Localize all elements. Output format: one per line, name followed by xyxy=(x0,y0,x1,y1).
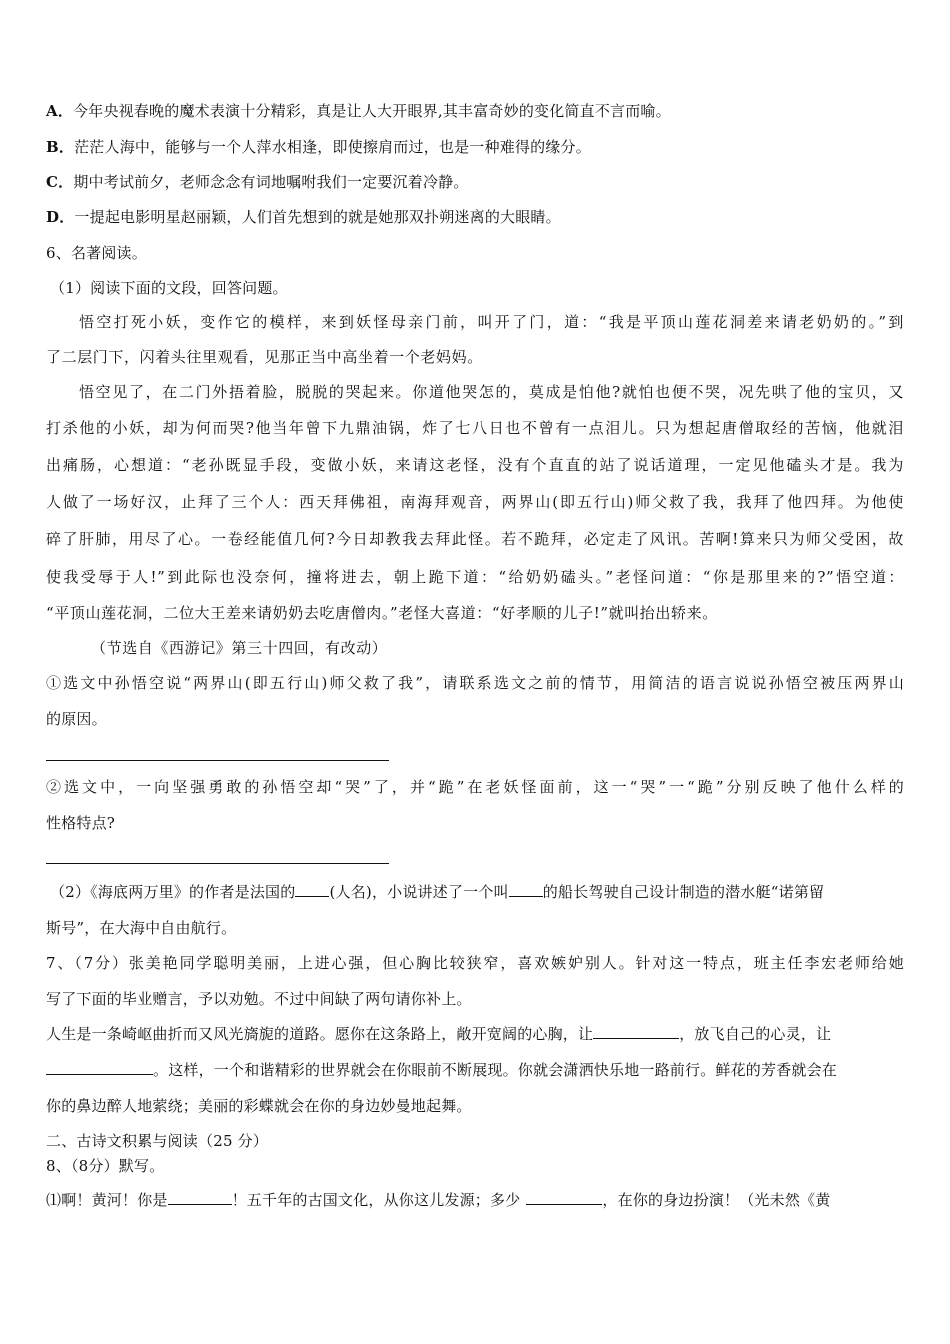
q7-line1: 7、（7分）张美艳同学聪明美丽，上进心强，但心胸比较狭窄，喜欢嫉妒别人。针对这一特点，班主任李宏老师给她 xyxy=(46,954,904,972)
q7-line4 xyxy=(46,1059,904,1080)
section2-title: 二、古诗文积累与阅读（25 分） xyxy=(46,1132,269,1150)
q6-part2-line1 xyxy=(50,881,904,902)
captain-blank[interactable] xyxy=(509,881,543,897)
q7-blank-1[interactable] xyxy=(593,1023,679,1039)
q8-line1 xyxy=(46,1189,904,1210)
option-a-text: 今年央视春晚的魔术表演十分精彩，真是让人大开眼界,其丰富奇妙的变化简直不言而喻。 xyxy=(73,102,671,120)
q6-part2-text-a: （2）《海底两万里》的作者是法国的 xyxy=(50,883,296,901)
q7-line5: 你的鼻边醉人地萦绕；美丽的彩蝶就会在你的身边妙曼地起舞。 xyxy=(46,1097,472,1115)
q6-part2-line2: 斯号”，在大海中自由航行。 xyxy=(46,919,237,937)
q8-blank-1[interactable] xyxy=(168,1189,232,1205)
q6-sub1-line2: 的原因。 xyxy=(46,710,107,728)
q8-blank-2[interactable] xyxy=(526,1189,602,1205)
q6-sub2-answer-line[interactable] xyxy=(46,863,389,864)
option-d-text: 一提起电影明星赵丽颖，人们首先想到的就是她那双扑朔迷离的大眼睛。 xyxy=(74,208,561,226)
passage-line-6: 人做了一场好汉，止拜了三个人：西天拜佛祖，南海拜观音，两界山(即五行山)师父救了我，我拜了他四拜。为他使 xyxy=(46,493,904,511)
option-c-label: C． xyxy=(46,173,74,191)
option-c xyxy=(46,172,904,192)
passage-line-5: 出痛肠，心想道：“老孙既显手段，变做小妖，来请这老怪，没有个直直的站了说话道理，一定见他磕头才是。我为 xyxy=(46,456,904,474)
q6-sub1-line1: ①选文中孙悟空说“两界山(即五行山)师父救了我”，请联系选文之前的情节，用简洁的语言说说孙悟空被压两界山 xyxy=(46,674,904,692)
q6-part1-intro: （1）阅读下面的文段，回答问题。 xyxy=(50,279,288,297)
passage-line-3: 悟空见了，在二门外捂着脸，脱脱的哭起来。你道他哭怎的，莫成是怕他?就怕也便不哭，况先哄了他的宝贝，又 xyxy=(79,383,904,401)
passage-line-4: 打杀他的小妖，却为何而哭?他当年曾下九鼎油锅，炸了七八日也不曾有一点泪儿。只为想起唐僧取经的苦恼，他就泪 xyxy=(46,419,904,437)
option-b-label: B． xyxy=(46,138,75,156)
author-blank[interactable] xyxy=(295,881,329,897)
q8-title: 8、（8分）默写。 xyxy=(46,1157,165,1175)
passage-line-9: “平顶山莲花洞，二位大王差来请奶奶去吃唐僧肉。”老怪大喜道：“好孝顺的儿子!”就叫抬出轿来。 xyxy=(46,604,718,622)
q7-line3-text-b: ，放飞自己的心灵，让 xyxy=(679,1025,832,1043)
option-b xyxy=(46,137,904,157)
option-a xyxy=(46,101,904,121)
q6-sub2-line2: 性格特点? xyxy=(46,814,116,832)
q6-part2-text-b: (人名)，小说讲述了一个叫 xyxy=(329,883,509,901)
passage-line-7: 碎了肝肺，用尽了心。一卷经能值几何?今日却教我去拜此怪。若不跪拜，必定走了风讯。苦啊!算来只为师父受困，故 xyxy=(46,530,904,548)
passage-line-8: 使我受辱于人!”到此际也没奈何，撞将进去，朝上跪下道：“给奶奶磕头。”老怪问道：“你是那里来的?”悟空道： xyxy=(46,568,904,586)
q6-sub2-line1: ②选文中，一向坚强勇敢的孙悟空却“哭”了，并“跪”在老妖怪面前，这一“哭”一“跪”分别反映了他什么样的 xyxy=(46,778,904,796)
passage-source: （节选自《西游记》第三十四回，有改动） xyxy=(91,639,388,657)
q7-line3 xyxy=(46,1023,904,1044)
q6-sub1-answer-line[interactable] xyxy=(46,760,389,761)
q7-line2: 写了下面的毕业赠言，予以劝勉。不过中间缺了两句请你补上。 xyxy=(46,990,472,1008)
option-b-text: 茫茫人海中，能够与一个人萍水相逢，即使擦肩而过，也是一种难得的缘分。 xyxy=(74,138,591,156)
option-a-label: A． xyxy=(46,102,74,120)
q8-text-c: ，在你的身边扮演！（光未然《黄 xyxy=(602,1191,831,1209)
q8-text-b: ！五千年的古国文化，从你这儿发源；多少 xyxy=(231,1191,521,1209)
q7-blank-2[interactable] xyxy=(46,1059,153,1075)
passage-line-1: 悟空打死小妖，变作它的模样，来到妖怪母亲门前，叫开了门，道：“我是平顶山莲花洞差来请老奶奶的。”到 xyxy=(79,313,904,331)
option-d xyxy=(46,207,904,227)
passage-line-2: 了二层门下，闪着头往里观看，见那正当中高坐着一个老妈妈。 xyxy=(46,348,483,366)
q6-part2-text-c: 的船长驾驶自己设计制造的潜水艇“诺第留 xyxy=(542,883,825,901)
q7-line4-text: 。这样，一个和谐精彩的世界就会在你眼前不断展现。你就会潇洒快乐地一路前行。鲜花的芳香就会在 xyxy=(153,1061,838,1079)
q6-title: 6、名著阅读。 xyxy=(46,244,147,262)
option-d-label: D． xyxy=(46,208,75,226)
q7-line3-text-a: 人生是一条崎岖曲折而又风光旖旎的道路。愿你在这条路上，敞开宽阔的心胸，让 xyxy=(46,1025,594,1043)
option-c-text: 期中考试前夕，老师念念有词地嘱咐我们一定要沉着冷静。 xyxy=(73,173,469,191)
q8-text-a: ⑴啊！黄河！你是 xyxy=(46,1191,168,1209)
